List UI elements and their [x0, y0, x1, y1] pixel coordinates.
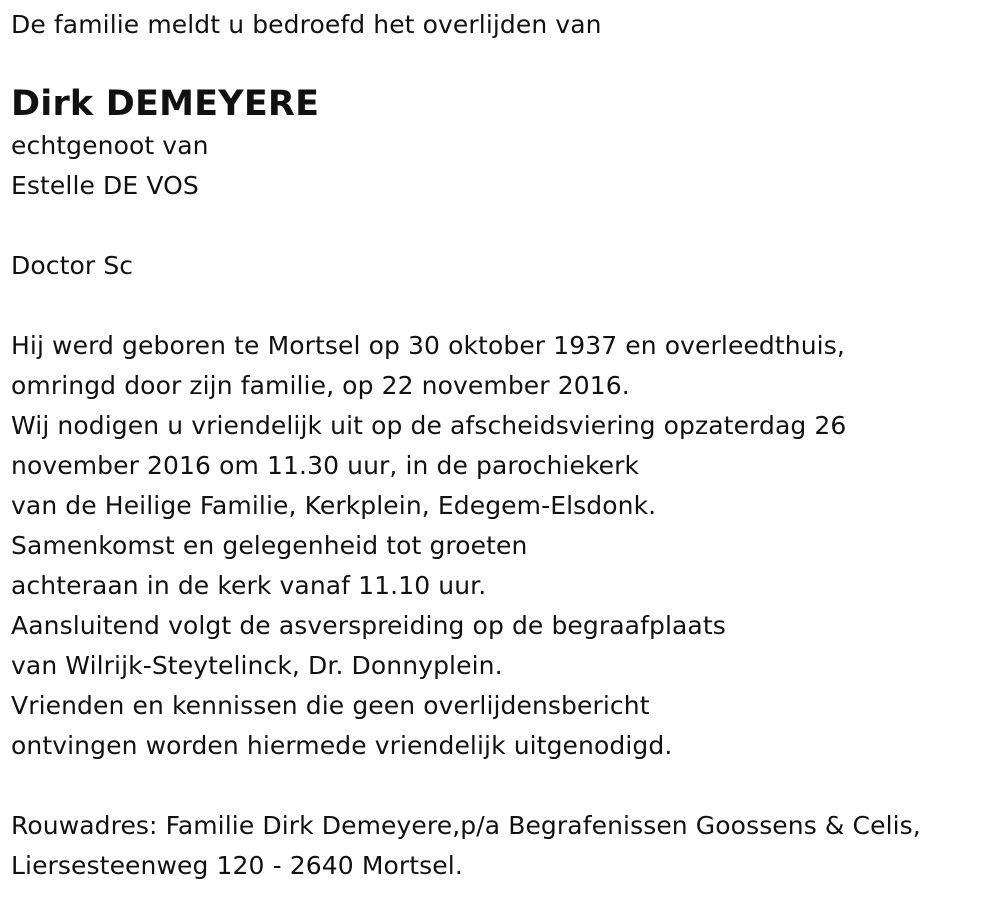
spacer [11, 206, 991, 246]
body-line: Aansluitend volgt de asverspreiding op de begraafplaats [11, 611, 726, 640]
body-line: achteraan in de kerk vanaf 11.10 uur. [11, 571, 487, 600]
body-line: Samenkomst en gelegenheid tot groeten [11, 531, 528, 560]
spacer [11, 766, 991, 806]
address-line: Liersesteenweg 120 - 2640 Mortsel. [11, 851, 463, 880]
address-line: Rouwadres: Familie Dirk Demeyere,p/a Begrafenissen Goossens & Celis, [11, 811, 921, 840]
mourning-address [11, 806, 991, 886]
spacer [11, 286, 991, 326]
body-line: ontvingen worden hiermede vriendelijk uitgenodigd. [11, 731, 673, 760]
death-notice [11, 0, 991, 886]
deceased-name: Dirk DEMEYERE [11, 84, 320, 124]
title-text: Doctor Sc [11, 251, 134, 280]
body-line: Hij werd geboren te Mortsel op 30 oktober 1937 en overleedthuis, [11, 331, 845, 360]
body-line: van de Heilige Familie, Kerkplein, Edegem-Elsdonk. [11, 491, 657, 520]
body-line: november 2016 om 11.30 uur, in de parochiekerk [11, 451, 640, 480]
body-line: van Wilrijk-Steytelinck, Dr. Donnyplein. [11, 651, 503, 680]
spouse-name: Estelle DE VOS [11, 171, 199, 200]
body-line: omringd door zijn familie, op 22 november 2016. [11, 371, 630, 400]
relation-label: echtgenoot van [11, 131, 209, 160]
intro-text: De familie meldt u bedroefd het overlijden van [11, 10, 602, 39]
notice-body [11, 326, 991, 766]
body-line: Vrienden en kennissen die geen overlijdensbericht [11, 691, 650, 720]
body-line: Wij nodigen u vriendelijk uit op de afscheidsviering opzaterdag 26 [11, 411, 847, 440]
